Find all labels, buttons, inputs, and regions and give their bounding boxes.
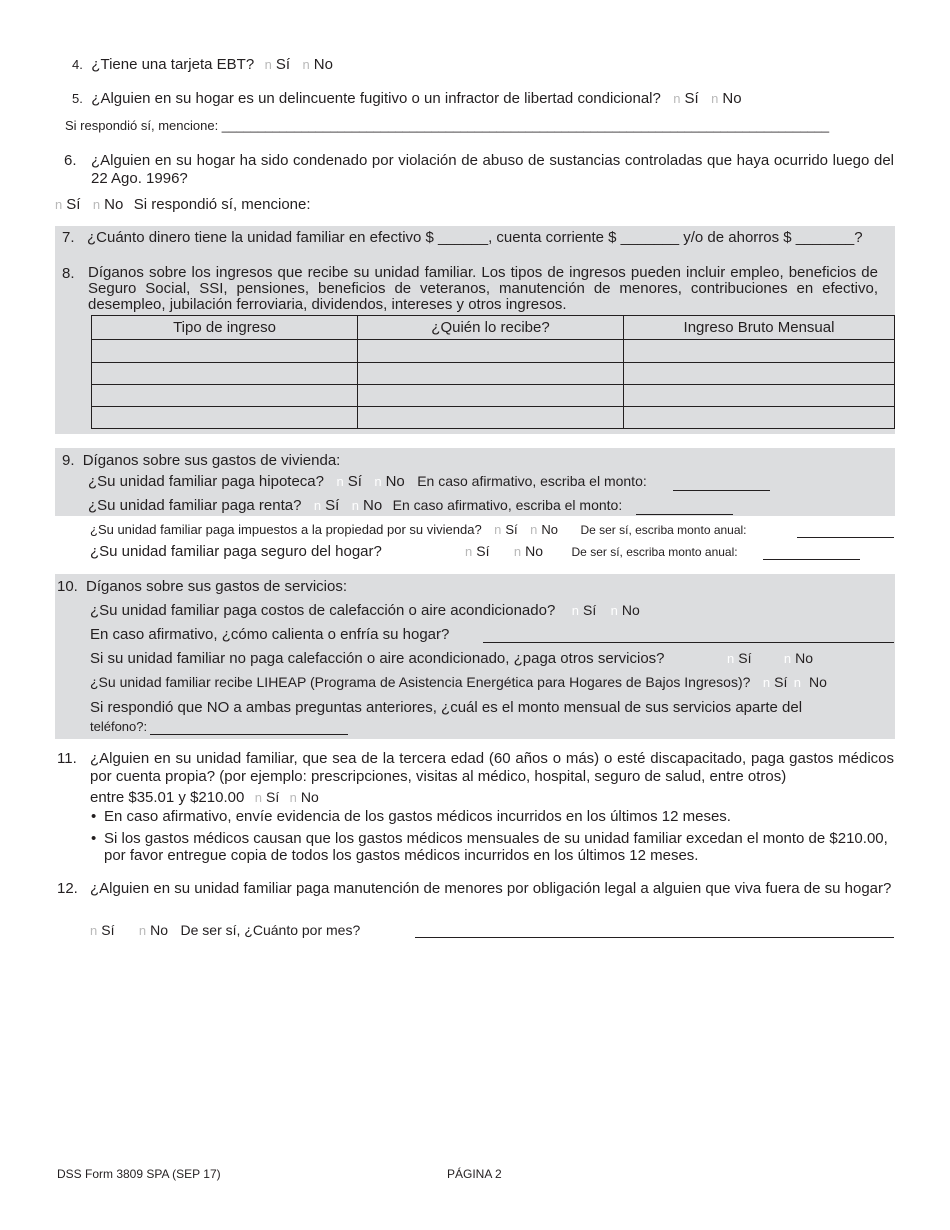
q5-yes-checkbox[interactable]: n	[673, 91, 681, 106]
q6-follow-up[interactable]: Si respondió sí, mencione:	[133, 196, 311, 213]
q9-tax-yes-checkbox[interactable]: n	[494, 522, 502, 537]
q9-mortgage-amount-label: En caso afirmativo, escriba el monto:	[417, 473, 647, 489]
q6-text: ¿Alguien en su hogar ha sido condenado por violación de abuso de sustancias controladas que haya ocurrido luego del 22 Ago. 1996?	[91, 152, 894, 187]
form-id: DSS Form 3809 SPA (SEP 17)	[57, 1167, 221, 1181]
q11-yes-label: Sí	[265, 789, 280, 805]
q10-heat-yes-label: Sí	[582, 602, 597, 618]
table-cell[interactable]	[358, 340, 624, 363]
question-5	[72, 90, 742, 108]
q5-follow-up[interactable]: Si respondió sí, mencione: ____________________________________________________________________________________	[65, 118, 830, 133]
q9-mortgage-yes-label: Sí	[347, 473, 362, 490]
q7-number: 7.	[62, 229, 75, 246]
q6-answers	[55, 196, 311, 214]
q10-liheap-row	[90, 674, 827, 692]
table-cell[interactable]	[358, 407, 624, 429]
table-cell[interactable]	[92, 385, 358, 407]
q10-liheap-yes-label: Sí	[774, 674, 788, 690]
q10-heat-row	[90, 602, 640, 620]
q12-amount-field[interactable]	[415, 937, 894, 938]
table-row	[92, 407, 895, 429]
q11-bullet-1-marker: •	[91, 808, 97, 825]
q10-heat-text: ¿Su unidad familiar paga costos de calefacción o aire acondicionado?	[90, 602, 556, 619]
q9-mortgage-no-label: No	[385, 473, 405, 490]
q5-text: ¿Alguien en su hogar es un delincuente fugitivo o un infractor de libertad condicional?	[91, 90, 661, 107]
q10-liheap-no-label: No	[809, 674, 827, 690]
q4-number: 4.	[72, 57, 83, 72]
q9-mortgage-no-checkbox[interactable]: n	[374, 474, 382, 489]
q6-no-label: No	[104, 196, 124, 213]
q10-liheap-yes-checkbox[interactable]: n	[762, 675, 771, 690]
q9-insurance-no-label: No	[525, 543, 544, 559]
q10-liheap-text: ¿Su unidad familiar recibe LIHEAP (Programa de Asistencia Energética para Hogares de Bajos Ingresos)?	[90, 674, 751, 690]
q9-mortgage-yes-checkbox[interactable]: n	[336, 474, 344, 489]
q5-no-label: No	[722, 90, 742, 107]
q12-text: ¿Alguien en su unidad familiar paga manutención de menores por obligación legal a alguien que viva fuera de su hogar?	[90, 880, 892, 897]
q10-how-text: En caso afirmativo, ¿cómo calienta o enfría su hogar?	[90, 626, 450, 643]
q9-rent-row	[88, 497, 622, 515]
q11-bullet-1: En caso afirmativo, envíe evidencia de los gastos médicos incurridos en los últimos 12 meses.	[104, 808, 731, 825]
q12-no-checkbox[interactable]: n	[138, 923, 147, 938]
table-cell[interactable]	[358, 385, 624, 407]
q12-no-label: No	[150, 922, 169, 938]
q9-number: 9.	[62, 452, 75, 469]
q9-insurance-no-checkbox[interactable]: n	[513, 544, 522, 559]
page-number: PÁGINA 2	[447, 1167, 502, 1181]
q10-other-text: Si su unidad familiar no paga calefacción o aire acondicionado, ¿paga otros servicios?	[90, 650, 665, 667]
q10-how-field[interactable]	[483, 642, 894, 643]
q12-number: 12.	[57, 880, 78, 897]
q7-text[interactable]: ¿Cuánto dinero tiene la unidad familiar en efectivo $ ______, cuenta corriente $ _______ y/o de ahorros $ _______?	[87, 229, 863, 246]
q10-number: 10.	[57, 578, 78, 595]
q9-rent-yes-label: Sí	[325, 497, 340, 514]
q6-number: 6.	[64, 152, 77, 169]
q11-range-row	[90, 789, 319, 807]
q9-rent-text: ¿Su unidad familiar paga renta?	[88, 497, 302, 514]
q10-title: Díganos sobre sus gastos de servicios:	[86, 578, 347, 595]
q4-no-checkbox[interactable]: n	[302, 57, 310, 72]
q4-no-label: No	[313, 56, 333, 73]
q9-tax-yes-label: Sí	[505, 522, 518, 537]
q9-tax-row	[90, 521, 747, 539]
question-4	[72, 56, 333, 74]
q10-header	[57, 578, 347, 595]
q12-answers	[90, 922, 360, 940]
table-row	[92, 385, 895, 407]
income-header-amount: Ingreso Bruto Mensual	[624, 316, 895, 340]
q9-tax-text: ¿Su unidad familiar paga impuestos a la propiedad por su vivienda?	[90, 522, 482, 537]
income-table	[91, 315, 895, 429]
q8-text: Díganos sobre los ingresos que recibe su unidad familiar. Los tipos de ingresos pueden incluir empleo, beneficios de Seguro Social, SSI, pensiones, beneficios de veteranos, manutención de menores, contribuciones en efectivo, desempleo, jubilación ferroviaria, dividendos, intereses y otros ingresos.	[88, 264, 878, 313]
q4-yes-label: Sí	[275, 56, 291, 73]
q12-follow-up: De ser sí, ¿Cuánto por mes?	[180, 922, 361, 938]
q9-mortgage-text: ¿Su unidad familiar paga hipoteca?	[88, 473, 324, 490]
q9-insurance-annual-label: De ser sí, escriba monto anual:	[571, 545, 738, 559]
q10-other-yes-label: Sí	[738, 650, 752, 666]
table-cell[interactable]	[92, 407, 358, 429]
q11-yes-checkbox[interactable]: n	[254, 790, 262, 805]
q10-phone-text: Si respondió que NO a ambas preguntas anteriores, ¿cuál es el monto mensual de sus servicios aparte del	[90, 699, 803, 716]
q11-bullet-2: Si los gastos médicos causan que los gastos médicos mensuales de su unidad familiar excedan el monto de $210.00, por favor entregue copia de todos los gastos médicos incurridos en los últimos 12 meses.	[104, 830, 888, 864]
q12-yes-label: Sí	[101, 922, 115, 938]
table-cell[interactable]	[624, 340, 895, 363]
q9-insurance-annual-field[interactable]	[763, 559, 860, 560]
q9-mortgage-row	[88, 473, 647, 491]
q8-number: 8.	[62, 265, 75, 282]
q9-rent-amount-label: En caso afirmativo, escriba el monto:	[392, 497, 623, 513]
q9-rent-no-checkbox[interactable]: n	[351, 498, 360, 513]
q6-yes-checkbox[interactable]: n	[55, 197, 63, 212]
q9-tax-annual-field[interactable]	[797, 537, 894, 538]
q10-phone-field[interactable]	[150, 734, 348, 735]
q11-text: ¿Alguien en su unidad familiar, que sea de la tercera edad (60 años o más) o esté discapacitado, paga gastos médicos por cuenta propia? (por ejemplo: prescripciones, visitas al médico, hospital, seguro de salud, entre otros)	[90, 750, 894, 785]
q4-text: ¿Tiene una tarjeta EBT?	[91, 56, 255, 73]
q9-insurance-yes-label: Sí	[476, 543, 490, 559]
q10-other-no-label: No	[795, 650, 814, 666]
q6-no-checkbox[interactable]: n	[92, 197, 101, 212]
table-cell[interactable]	[624, 407, 895, 429]
q11-range-text: entre $35.01 y $210.00	[90, 789, 245, 806]
table-row	[92, 340, 895, 363]
q9-header	[62, 452, 340, 469]
q9-insurance-yes-checkbox[interactable]: n	[465, 544, 473, 559]
q9-insurance-text: ¿Su unidad familiar paga seguro del hogar?	[90, 543, 382, 560]
q9-rent-yes-checkbox[interactable]: n	[313, 498, 322, 513]
q10-heat-yes-checkbox[interactable]: n	[571, 603, 579, 618]
q5-yes-label: Sí	[684, 90, 699, 107]
q11-bullet-2-marker: •	[91, 830, 97, 847]
q9-rent-no-label: No	[363, 497, 383, 514]
q4-yes-checkbox[interactable]: n	[264, 57, 272, 72]
income-header-type: Tipo de ingreso	[92, 316, 358, 340]
table-cell[interactable]	[624, 385, 895, 407]
table-cell[interactable]	[92, 340, 358, 363]
q10-other-no-checkbox[interactable]: n	[783, 651, 792, 666]
income-header-who: ¿Quién lo recibe?	[358, 316, 624, 340]
q11-number: 11.	[57, 750, 77, 767]
q10-other-answers	[727, 650, 813, 668]
q9-title: Díganos sobre sus gastos de vivienda:	[82, 452, 341, 469]
q9-tax-no-label: No	[541, 522, 558, 537]
q9-insurance-answers	[465, 543, 738, 561]
q6-yes-label: Sí	[66, 196, 81, 213]
q10-liheap-no-checkbox[interactable]: n	[793, 675, 802, 690]
q11-no-label: No	[300, 789, 319, 805]
q11-no-checkbox[interactable]: n	[289, 790, 297, 805]
q9-tax-no-checkbox[interactable]: n	[530, 522, 538, 537]
q10-heat-no-label: No	[621, 602, 640, 618]
q9-mortgage-amount-field[interactable]	[673, 490, 770, 491]
table-row	[92, 363, 895, 385]
table-cell[interactable]	[92, 363, 358, 385]
q12-yes-checkbox[interactable]: n	[90, 923, 98, 938]
q10-heat-no-checkbox[interactable]: n	[610, 603, 618, 618]
q9-tax-annual-label: De ser sí, escriba monto anual:	[580, 523, 747, 537]
q5-number: 5.	[72, 91, 83, 106]
q9-rent-amount-field[interactable]	[636, 514, 733, 515]
q5-no-checkbox[interactable]: n	[711, 91, 719, 106]
q10-phone-label: teléfono?:	[90, 719, 148, 734]
q10-other-yes-checkbox[interactable]: n	[727, 651, 735, 666]
table-cell[interactable]	[624, 363, 895, 385]
table-cell[interactable]	[358, 363, 624, 385]
